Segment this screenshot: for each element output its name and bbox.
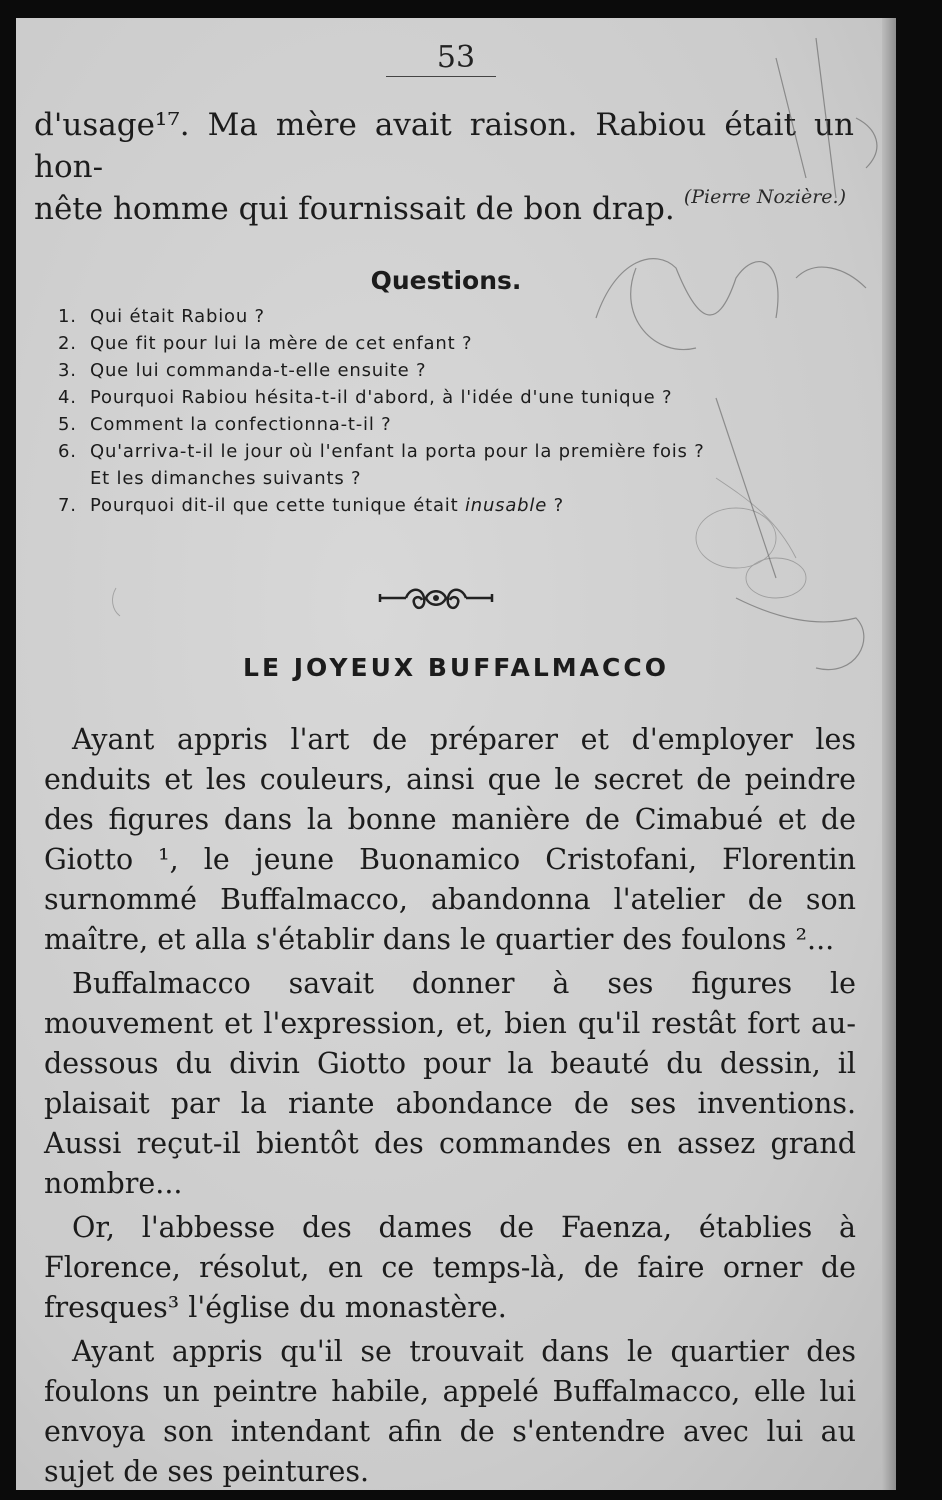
question-text: Pourquoi dit-il que cette tunique était	[90, 495, 465, 516]
question-text: Comment la confectionna-t-il ?	[90, 414, 392, 435]
book-page	[16, 18, 896, 1490]
question-number: 5.	[58, 414, 77, 435]
question-number: 4.	[58, 387, 77, 408]
intro-line-2: nête homme qui fournissait de bon drap.	[34, 191, 675, 227]
page-edge	[882, 18, 896, 1490]
page-number: 53	[436, 40, 476, 75]
questions-title: Questions.	[370, 266, 522, 295]
question-item	[58, 303, 858, 330]
paragraph: Ayant appris l'art de préparer et d'employer les enduits et les couleurs, ainsi que le secret de peindre des figures dans la bonne manière de Cimabué et de Giotto ¹, le jeune Buonamico Cristofani, Florentin surnommé Buffalmacco, abandonna l'atelier de son maître, et alla s'établir dans le quartier des foulons ²...	[44, 723, 856, 956]
chapter-body	[44, 720, 856, 1490]
chapter-title: LE JOYEUX BUFFALMACCO	[243, 653, 669, 682]
question-number: 2.	[58, 333, 77, 354]
question-text: Que fit pour lui la mère de cet enfant ?	[90, 333, 473, 354]
paragraph: Buffalmacco savait donner à ses figures le mouvement et l'expression, et, bien qu'il restât fort au-dessous du divin Giotto pour la beauté du dessin, il plaisait par la riante abondance de ses inventions. Aussi reçut-il bientôt des commandes en assez grand nombre...	[44, 967, 856, 1200]
attribution: (Pierre Nozière.)	[683, 186, 846, 208]
question-number: 3.	[58, 360, 77, 381]
paragraph: Ayant appris qu'il se trouvait dans le quartier des foulons un peintre habile, appelé Buffalmacco, elle lui envoya son intendant afin de s'entendre avec lui au sujet de ses peintures.	[44, 1335, 856, 1488]
question-number: 1.	[58, 306, 77, 327]
question-item	[58, 411, 858, 438]
question-tail: ?	[547, 495, 564, 516]
question-continuation: Et les dimanches suivants ?	[90, 468, 362, 489]
question-item	[58, 384, 858, 411]
question-number: 7.	[58, 495, 77, 516]
question-text: Pourquoi Rabiou hésita-t-il d'abord, à l'idée d'une tunique ?	[90, 387, 673, 408]
ornament-icon	[376, 581, 496, 615]
question-text: Qui était Rabiou ?	[90, 306, 265, 327]
question-item	[58, 438, 858, 492]
paragraph: Or, l'abbesse des dames de Faenza, établies à Florence, résolut, en ce temps-là, de faire orner de fresques³ l'église du monastère.	[44, 1211, 856, 1324]
page-number-rule	[386, 76, 496, 77]
question-number: 6.	[58, 441, 77, 462]
question-text: Qu'arriva-t-il le jour où l'enfant la porta pour la première fois ?	[90, 441, 705, 462]
question-item	[58, 330, 858, 357]
questions-list	[58, 303, 858, 519]
question-item	[58, 492, 858, 519]
question-text: Que lui commanda-t-elle ensuite ?	[90, 360, 427, 381]
intro-line-1: d'usage¹⁷. Ma mère avait raison. Rabiou était un hon-	[34, 107, 854, 185]
intro-text	[34, 104, 854, 230]
question-item	[58, 357, 858, 384]
question-italic-word: inusable	[464, 495, 548, 516]
